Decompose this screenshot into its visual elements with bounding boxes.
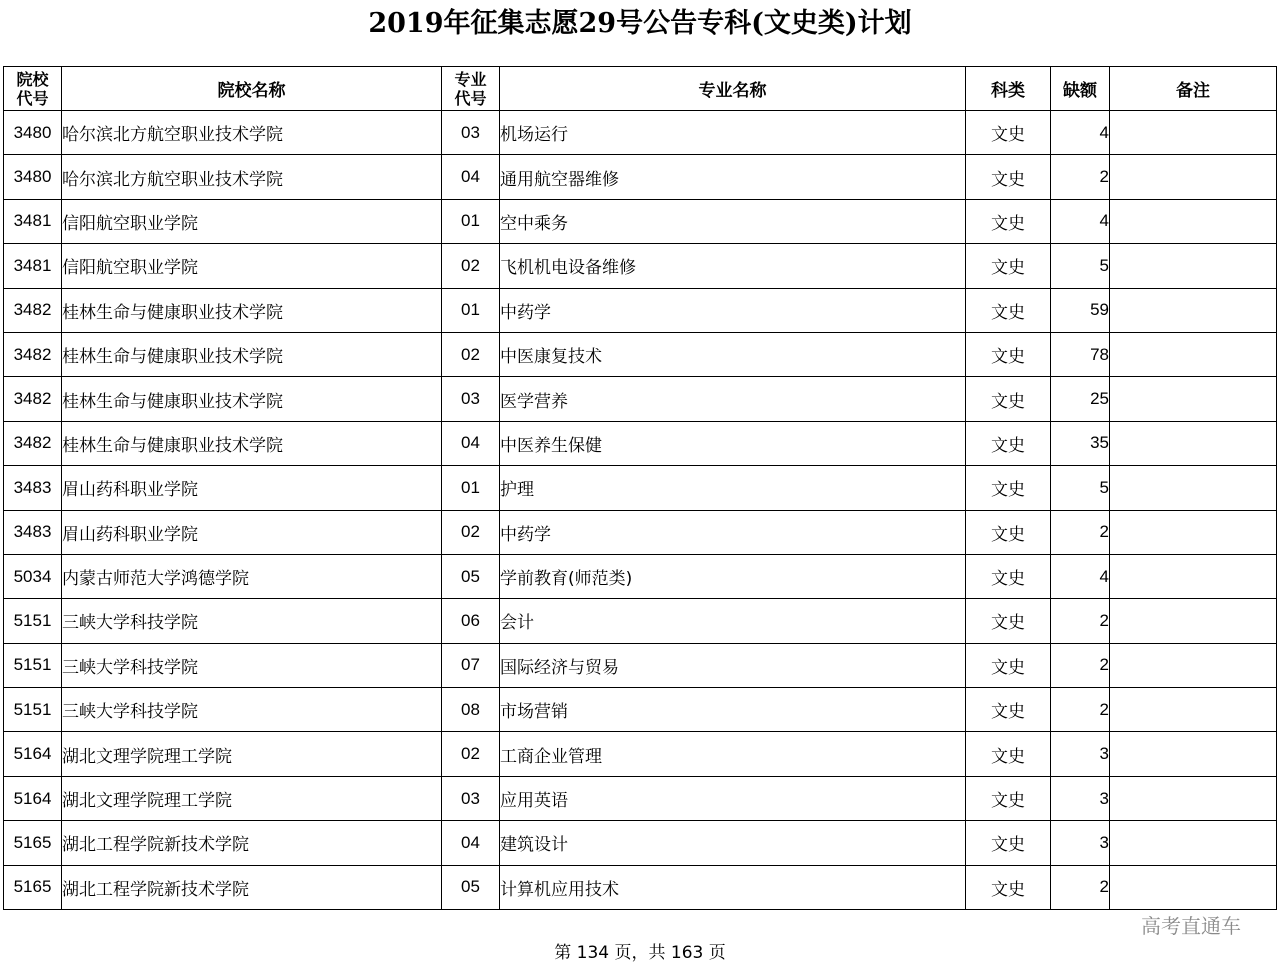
cell-major-name: 应用英语 <box>500 776 966 820</box>
cell-school-code: 5151 <box>4 688 62 732</box>
cell-remarks <box>1110 421 1277 465</box>
cell-quota: 2 <box>1051 688 1110 732</box>
cell-school-code: 5164 <box>4 732 62 776</box>
cell-major-code: 03 <box>442 111 500 155</box>
cell-quota: 2 <box>1051 510 1110 554</box>
cell-subject: 文史 <box>966 599 1051 643</box>
cell-remarks <box>1110 244 1277 288</box>
cell-remarks <box>1110 155 1277 199</box>
cell-major-code: 02 <box>442 332 500 376</box>
cell-major-name: 中药学 <box>500 288 966 332</box>
table-row <box>4 732 1277 776</box>
cell-remarks <box>1110 466 1277 510</box>
cell-school-code: 5165 <box>4 821 62 865</box>
cell-major-code: 08 <box>442 688 500 732</box>
cell-quota: 2 <box>1051 155 1110 199</box>
table-row <box>4 155 1277 199</box>
cell-major-code: 02 <box>442 244 500 288</box>
cell-quota: 5 <box>1051 244 1110 288</box>
cell-quota: 4 <box>1051 554 1110 598</box>
table-row <box>4 643 1277 687</box>
cell-quota: 2 <box>1051 599 1110 643</box>
table-row <box>4 377 1277 421</box>
cell-major-name: 市场营销 <box>500 688 966 732</box>
cell-remarks <box>1110 111 1277 155</box>
cell-quota: 4 <box>1051 111 1110 155</box>
cell-subject: 文史 <box>966 155 1051 199</box>
cell-major-name: 护理 <box>500 466 966 510</box>
table-row <box>4 111 1277 155</box>
cell-major-code: 06 <box>442 599 500 643</box>
cell-school-code: 5034 <box>4 554 62 598</box>
cell-remarks <box>1110 599 1277 643</box>
cell-school-code: 5151 <box>4 599 62 643</box>
cell-quota: 3 <box>1051 776 1110 820</box>
cell-subject: 文史 <box>966 776 1051 820</box>
cell-subject: 文史 <box>966 732 1051 776</box>
cell-subject: 文史 <box>966 643 1051 687</box>
cell-subject: 文史 <box>966 244 1051 288</box>
watermark: 高考直通车 <box>1141 914 1241 938</box>
table-row <box>4 244 1277 288</box>
cell-school-name: 湖北文理学院理工学院 <box>62 776 442 820</box>
cell-school-code: 3480 <box>4 111 62 155</box>
cell-remarks <box>1110 776 1277 820</box>
cell-quota: 5 <box>1051 466 1110 510</box>
cell-major-code: 05 <box>442 865 500 909</box>
header-major-name: 专业名称 <box>500 67 966 111</box>
cell-major-name: 计算机应用技术 <box>500 865 966 909</box>
cell-remarks <box>1110 688 1277 732</box>
cell-major-code: 05 <box>442 554 500 598</box>
header-school-name: 院校名称 <box>62 67 442 111</box>
cell-major-code: 07 <box>442 643 500 687</box>
cell-major-name: 中医养生保健 <box>500 421 966 465</box>
cell-school-name: 湖北文理学院理工学院 <box>62 732 442 776</box>
cell-major-code: 01 <box>442 288 500 332</box>
cell-quota: 4 <box>1051 199 1110 243</box>
cell-school-code: 3483 <box>4 466 62 510</box>
enrollment-plan-table <box>3 66 1277 910</box>
cell-school-name: 桂林生命与健康职业技术学院 <box>62 377 442 421</box>
cell-school-code: 5165 <box>4 865 62 909</box>
cell-subject: 文史 <box>966 510 1051 554</box>
cell-major-name: 工商企业管理 <box>500 732 966 776</box>
cell-school-code: 3480 <box>4 155 62 199</box>
cell-subject: 文史 <box>966 688 1051 732</box>
cell-major-code: 04 <box>442 821 500 865</box>
cell-quota: 78 <box>1051 332 1110 376</box>
cell-major-code: 03 <box>442 776 500 820</box>
table-row <box>4 466 1277 510</box>
cell-remarks <box>1110 510 1277 554</box>
cell-school-name: 桂林生命与健康职业技术学院 <box>62 288 442 332</box>
cell-quota: 3 <box>1051 821 1110 865</box>
table-row <box>4 599 1277 643</box>
cell-major-name: 学前教育(师范类) <box>500 554 966 598</box>
cell-quota: 3 <box>1051 732 1110 776</box>
table-header-row <box>4 67 1277 111</box>
cell-major-code: 01 <box>442 466 500 510</box>
table-row <box>4 688 1277 732</box>
cell-school-code: 3483 <box>4 510 62 554</box>
cell-school-name: 三峡大学科技学院 <box>62 688 442 732</box>
cell-major-name: 国际经济与贸易 <box>500 643 966 687</box>
header-subject: 科类 <box>966 67 1051 111</box>
table-row <box>4 554 1277 598</box>
header-remarks: 备注 <box>1110 67 1277 111</box>
cell-major-name: 中药学 <box>500 510 966 554</box>
cell-remarks <box>1110 865 1277 909</box>
table-row <box>4 421 1277 465</box>
header-major-code-text: 专业代号 <box>454 69 487 108</box>
cell-major-name: 医学营养 <box>500 377 966 421</box>
cell-quota: 2 <box>1051 865 1110 909</box>
cell-school-name: 桂林生命与健康职业技术学院 <box>62 421 442 465</box>
table-row <box>4 199 1277 243</box>
cell-quota: 25 <box>1051 377 1110 421</box>
header-major-code <box>442 67 500 111</box>
cell-remarks <box>1110 821 1277 865</box>
cell-major-code: 03 <box>442 377 500 421</box>
cell-remarks <box>1110 643 1277 687</box>
table-row <box>4 865 1277 909</box>
cell-subject: 文史 <box>966 199 1051 243</box>
cell-school-code: 3482 <box>4 421 62 465</box>
cell-school-name: 湖北工程学院新技术学院 <box>62 865 442 909</box>
cell-school-code: 3482 <box>4 332 62 376</box>
cell-remarks <box>1110 332 1277 376</box>
cell-major-name: 空中乘务 <box>500 199 966 243</box>
cell-school-code: 3481 <box>4 244 62 288</box>
cell-school-name: 信阳航空职业学院 <box>62 244 442 288</box>
cell-major-name: 中医康复技术 <box>500 332 966 376</box>
cell-major-name: 会计 <box>500 599 966 643</box>
cell-school-name: 哈尔滨北方航空职业技术学院 <box>62 155 442 199</box>
cell-school-name: 三峡大学科技学院 <box>62 643 442 687</box>
cell-subject: 文史 <box>966 377 1051 421</box>
page-title: 2019年征集志愿29号公告专科(文史类)计划 <box>368 8 912 39</box>
cell-school-name: 内蒙古师范大学鸿德学院 <box>62 554 442 598</box>
table-row <box>4 288 1277 332</box>
cell-major-name: 机场运行 <box>500 111 966 155</box>
cell-major-code: 01 <box>442 199 500 243</box>
cell-quota: 35 <box>1051 421 1110 465</box>
cell-school-code: 3482 <box>4 377 62 421</box>
cell-school-name: 湖北工程学院新技术学院 <box>62 821 442 865</box>
header-school-code-text: 院校代号 <box>16 69 49 108</box>
cell-major-name: 通用航空器维修 <box>500 155 966 199</box>
table-row <box>4 510 1277 554</box>
cell-subject: 文史 <box>966 821 1051 865</box>
cell-subject: 文史 <box>966 332 1051 376</box>
cell-remarks <box>1110 288 1277 332</box>
cell-school-name: 眉山药科职业学院 <box>62 510 442 554</box>
cell-major-code: 04 <box>442 155 500 199</box>
cell-school-code: 3481 <box>4 199 62 243</box>
cell-quota: 59 <box>1051 288 1110 332</box>
cell-school-name: 三峡大学科技学院 <box>62 599 442 643</box>
table-row <box>4 332 1277 376</box>
table-row <box>4 821 1277 865</box>
header-school-code <box>4 67 62 111</box>
cell-subject: 文史 <box>966 111 1051 155</box>
page-footer: 第 134 页，共 163 页 <box>554 943 726 963</box>
header-quota: 缺额 <box>1051 67 1110 111</box>
cell-remarks <box>1110 377 1277 421</box>
cell-remarks <box>1110 199 1277 243</box>
cell-subject: 文史 <box>966 421 1051 465</box>
cell-remarks <box>1110 732 1277 776</box>
cell-subject: 文史 <box>966 288 1051 332</box>
cell-school-name: 信阳航空职业学院 <box>62 199 442 243</box>
cell-school-name: 哈尔滨北方航空职业技术学院 <box>62 111 442 155</box>
cell-major-code: 02 <box>442 732 500 776</box>
cell-subject: 文史 <box>966 466 1051 510</box>
cell-school-name: 桂林生命与健康职业技术学院 <box>62 332 442 376</box>
cell-school-code: 5164 <box>4 776 62 820</box>
cell-major-code: 02 <box>442 510 500 554</box>
table-row <box>4 776 1277 820</box>
cell-remarks <box>1110 554 1277 598</box>
cell-quota: 2 <box>1051 643 1110 687</box>
cell-major-name: 建筑设计 <box>500 821 966 865</box>
cell-major-name: 飞机机电设备维修 <box>500 244 966 288</box>
cell-school-code: 3482 <box>4 288 62 332</box>
cell-major-code: 04 <box>442 421 500 465</box>
cell-school-name: 眉山药科职业学院 <box>62 466 442 510</box>
cell-subject: 文史 <box>966 554 1051 598</box>
table-body <box>4 111 1277 910</box>
cell-school-code: 5151 <box>4 643 62 687</box>
cell-subject: 文史 <box>966 865 1051 909</box>
